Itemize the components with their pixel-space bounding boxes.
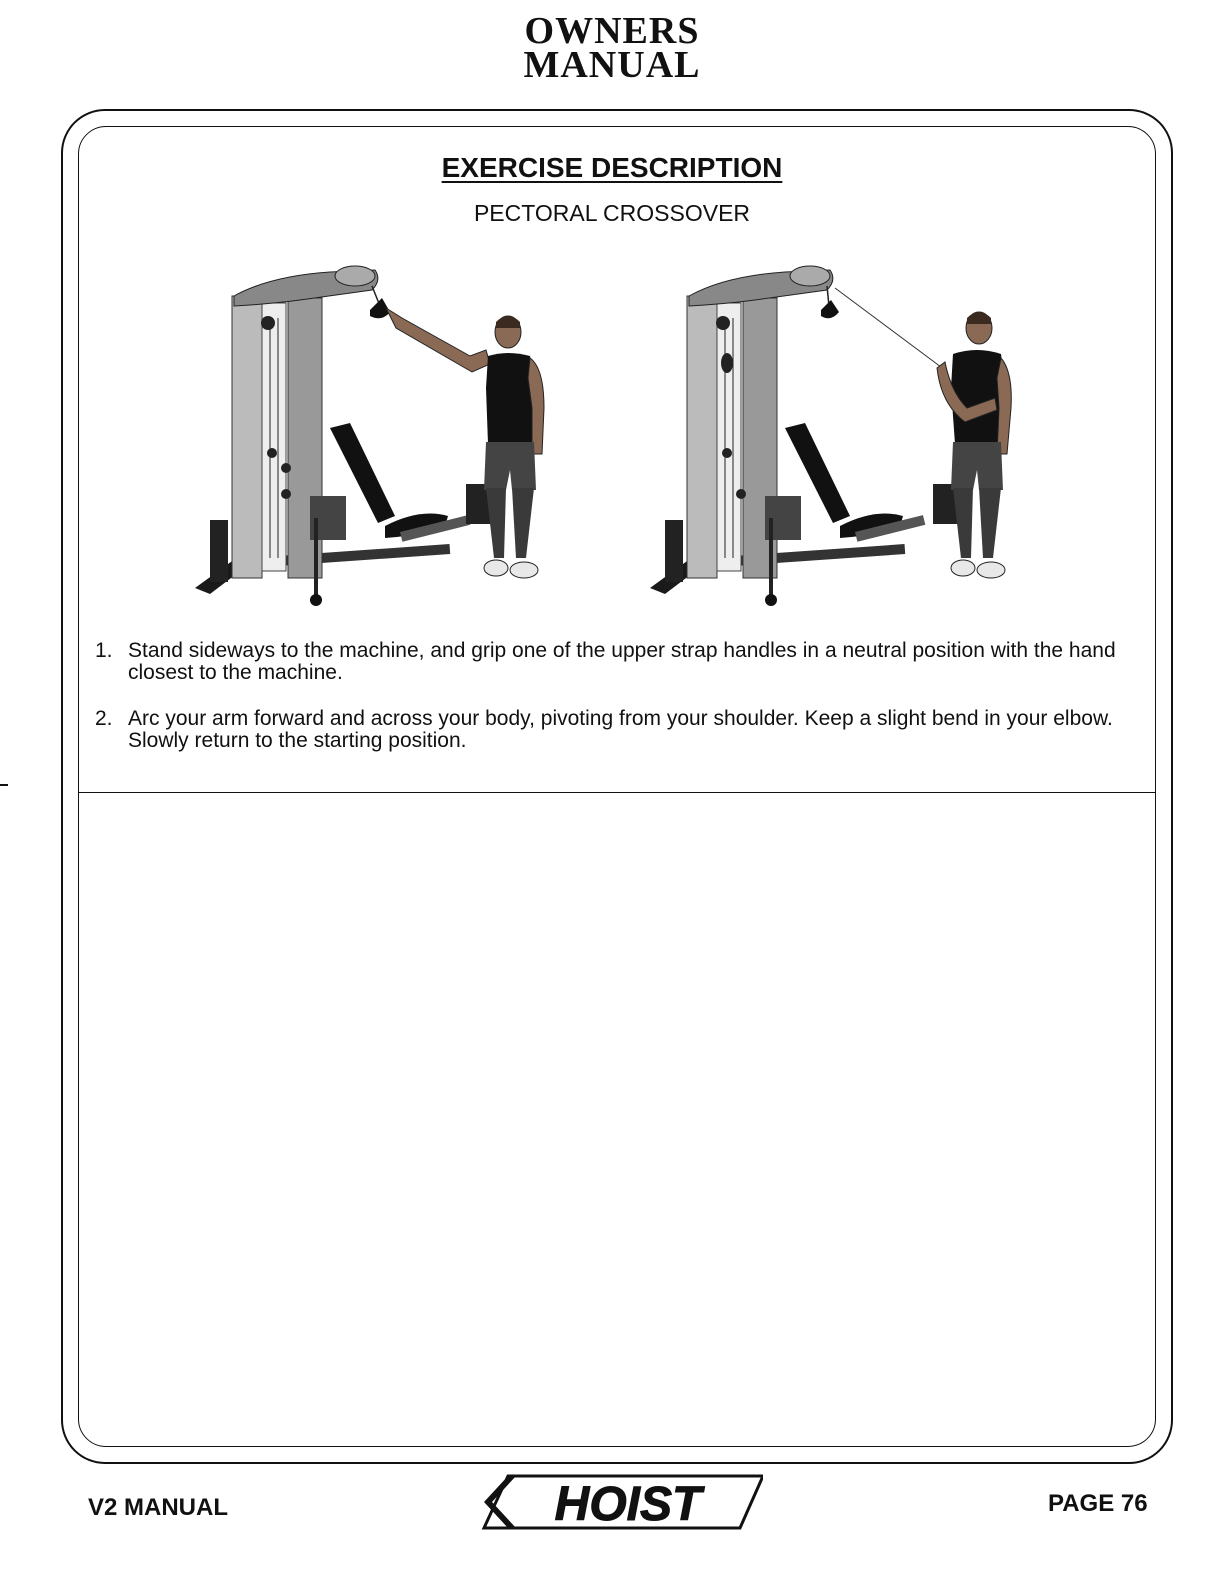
exercise-name: PECTORAL CROSSOVER <box>473 200 751 226</box>
manual-title <box>0 10 1224 86</box>
person-finish-pose <box>937 312 1011 578</box>
hoist-logo <box>478 1470 763 1534</box>
manual-title-line-1: OWNERS <box>524 10 700 52</box>
hoist-logo-text: HOIST <box>554 1478 702 1531</box>
step-item <box>95 708 1125 752</box>
step-text: Arc your arm forward and across your body, pivoting from your shoulder. Keep a slight bend in your elbow. Slowly return to the starting position. <box>128 707 1113 752</box>
step-text: Stand sideways to the machine, and grip one of the upper strap handles in a neutral position with the hand closest to the machine. <box>128 639 1116 684</box>
step-number: 2. <box>95 707 113 730</box>
cable-machine <box>650 266 959 606</box>
start-position-illustration <box>190 258 580 610</box>
manual-label: V2 MANUAL <box>88 1494 229 1521</box>
exercise-steps <box>95 640 1125 776</box>
manual-title-line-2: MANUAL <box>523 44 701 86</box>
section-title: EXERCISE DESCRIPTION <box>441 152 783 183</box>
margin-mark <box>0 784 8 786</box>
finish-position-illustration <box>645 258 1035 610</box>
section-divider <box>78 792 1156 793</box>
step-number: 1. <box>95 639 113 662</box>
page-label: PAGE 76 <box>1048 1490 1148 1517</box>
step-item <box>95 640 1125 684</box>
cable-machine <box>195 266 492 606</box>
